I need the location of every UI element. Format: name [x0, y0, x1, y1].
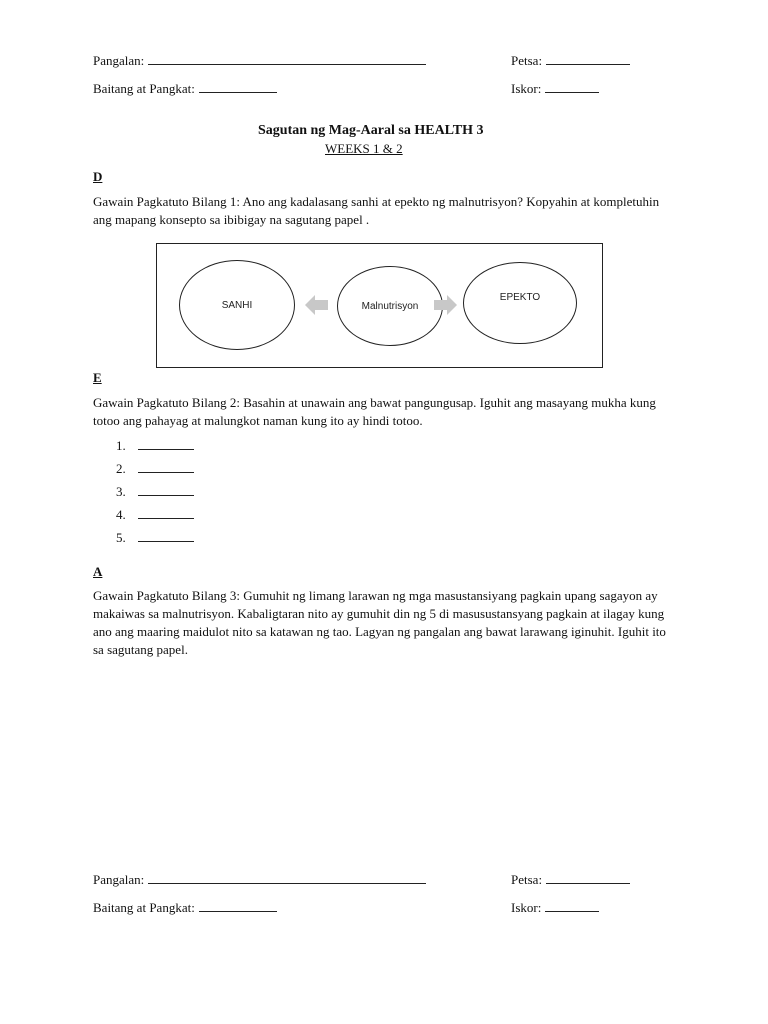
score-line[interactable]: [545, 80, 599, 93]
list-item: [116, 507, 194, 530]
date-line[interactable]: [546, 52, 630, 65]
malnutrition-ellipse: [337, 266, 443, 346]
list-item: [116, 438, 194, 461]
activity-2-text: Gawain Pagkatuto Bilang 2: Basahin at unawain ang bawat pangungusap. Iguhit ang masayang mukha kung totoo ang pahayag at malungkot naman kung ito ay hindi totoo.: [93, 395, 656, 428]
section-letter-a: A: [93, 564, 103, 579]
item-number: 3.: [116, 484, 126, 499]
item-number: 4.: [116, 507, 126, 522]
score-line[interactable]: [545, 899, 599, 912]
answer-line[interactable]: [138, 484, 194, 496]
date-label: Petsa:: [511, 872, 543, 887]
item-number: 2.: [116, 461, 126, 476]
date-field-bottom: [511, 871, 630, 888]
list-item: [116, 461, 194, 484]
score-field-top: [511, 80, 599, 97]
list-item: [116, 484, 194, 507]
date-label: Petsa:: [511, 53, 543, 68]
page-title: Sagutan ng Mag-Aaral sa HEALTH 3: [258, 123, 484, 138]
grade-label: Baitang at Pangkat:: [93, 900, 195, 915]
answer-line[interactable]: [138, 507, 194, 519]
concept-map: [156, 243, 603, 368]
activity-1-text: Gawain Pagkatuto Bilang 1: Ano ang kadalasang sanhi at epekto ng malnutrisyon? Kopyahin at kompletuhin ang mapang konsepto sa ibibigay na sagutang papel .: [93, 194, 660, 227]
right-arrow-icon: [433, 293, 457, 317]
answer-list: [116, 438, 194, 553]
list-item: [116, 530, 194, 553]
malnutrition-label: Malnutrisyon: [361, 300, 419, 312]
answer-line[interactable]: [138, 438, 194, 450]
date-field-top: [511, 52, 630, 69]
section-letter-e: E: [93, 370, 102, 385]
effect-label: EPEKTO: [499, 291, 541, 303]
grade-line[interactable]: [199, 80, 277, 93]
item-number: 1.: [116, 438, 126, 453]
answer-line[interactable]: [138, 530, 194, 542]
activity-3-text: Gawain Pagkatuto Bilang 3: Gumuhit ng limang larawan ng mga masustansiyang pagkain upang sagayon ay makaiwas sa malnutrisyon. Kabaligtaran nito ay gumuhit din ng 5 di masusustansyang pagkain at ilagay kung ano ang maaring maidulot nito sa katawan ng tao. Lagyan ng pangalan ang bawat larawang iginuhit. Iguhit ito sa sagutang papel.: [93, 588, 666, 657]
cause-ellipse: [179, 260, 295, 350]
score-label: Iskor:: [511, 81, 542, 96]
name-line[interactable]: [148, 871, 426, 884]
score-field-bottom: [511, 899, 599, 916]
cause-label: SANHI: [221, 299, 253, 311]
grade-line[interactable]: [199, 899, 277, 912]
date-line[interactable]: [546, 871, 630, 884]
name-field-bottom: [93, 871, 426, 888]
name-label: Pangalan:: [93, 53, 145, 68]
score-label: Iskor:: [511, 900, 542, 915]
name-label: Pangalan:: [93, 872, 145, 887]
name-field-top: [93, 52, 426, 69]
grade-field-bottom: [93, 899, 277, 916]
section-letter-d: D: [93, 169, 103, 184]
item-number: 5.: [116, 530, 126, 545]
name-line[interactable]: [148, 52, 426, 65]
effect-ellipse: [463, 262, 577, 344]
grade-label: Baitang at Pangkat:: [93, 81, 195, 96]
grade-field-top: [93, 80, 277, 97]
weeks-subtitle: WEEKS 1 & 2: [325, 141, 403, 156]
left-arrow-icon: [305, 293, 329, 317]
answer-line[interactable]: [138, 461, 194, 473]
